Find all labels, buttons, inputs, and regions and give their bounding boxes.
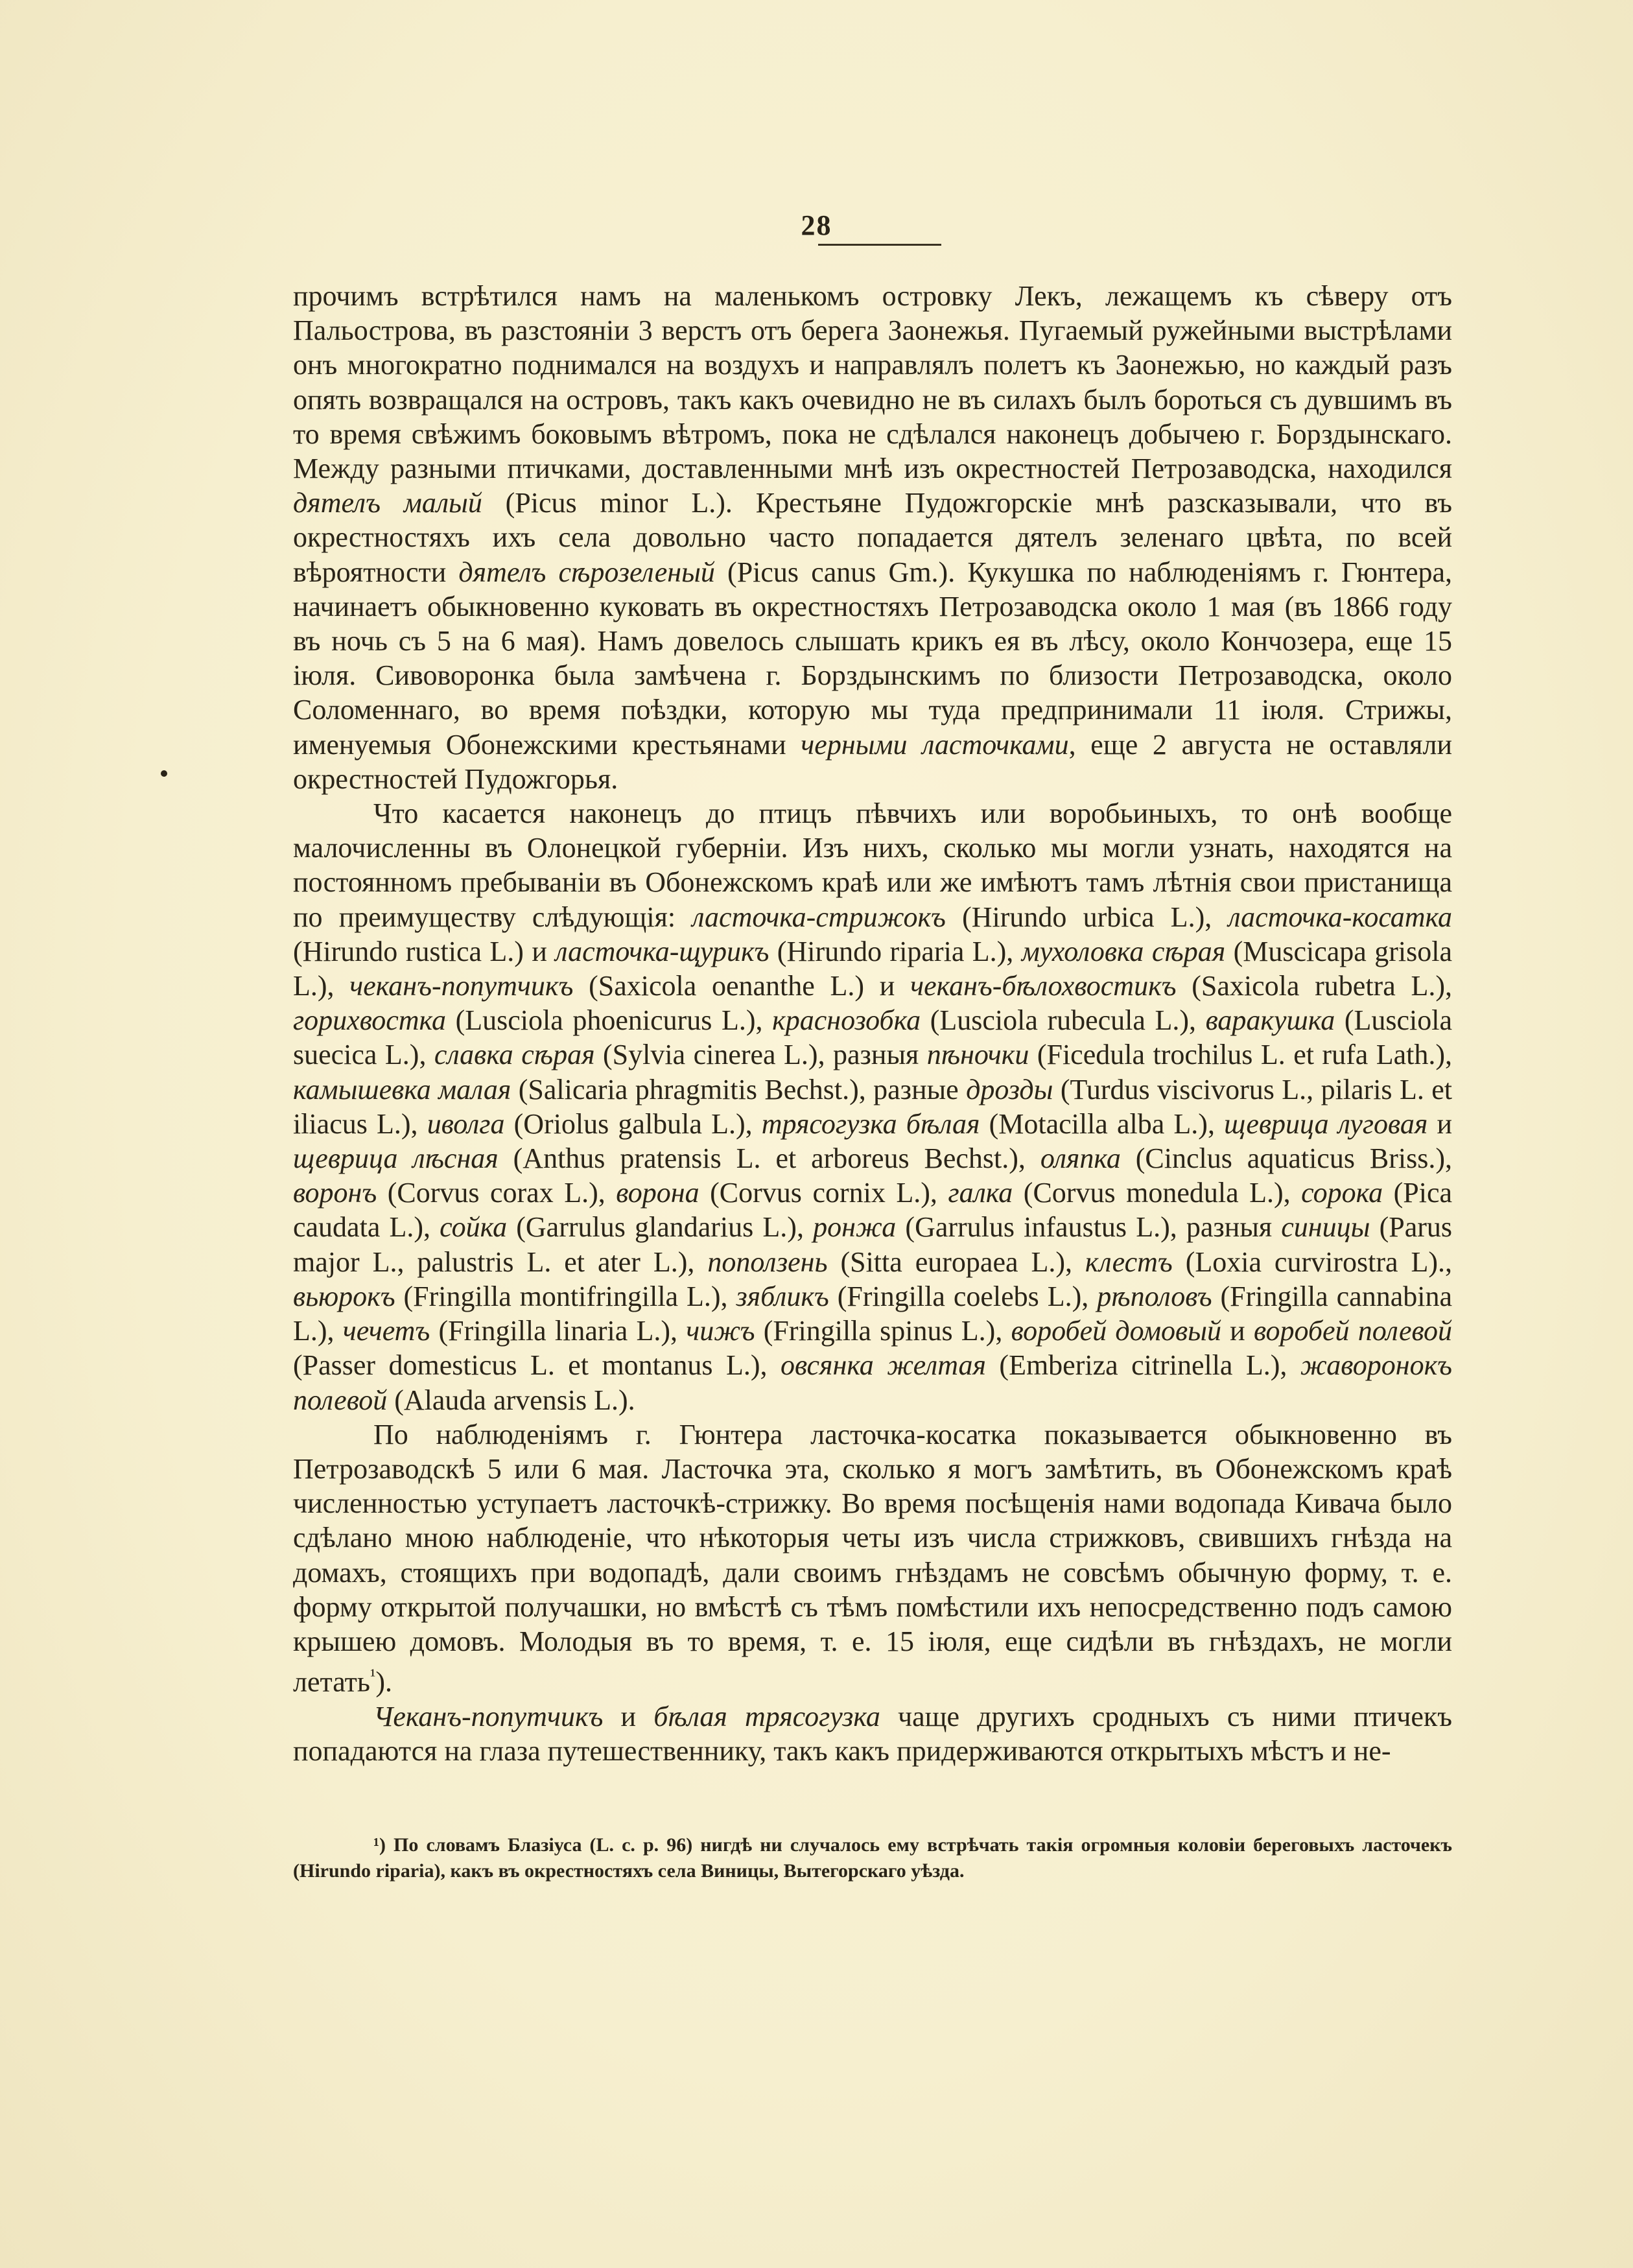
text-run: (Turdus viscivorus L., pilaris L. et iliacus L.), [293, 1073, 1452, 1140]
italic-term: ласточка-косатка [1228, 901, 1452, 933]
footnote [293, 1832, 1452, 1884]
italic-term: сорока [1301, 1177, 1383, 1209]
italic-term: бѣлая трясогузка [653, 1700, 880, 1732]
text-run: (Saxicola rubetra L.), [1176, 970, 1452, 1002]
italic-term: синицы [1281, 1211, 1370, 1244]
page-number: 28 [801, 209, 832, 241]
italic-term: воронъ [293, 1177, 377, 1209]
text-run: (Corvus monedula L.), [1013, 1177, 1302, 1209]
text-run: чаще другихъ сродныхъ съ ними птичекъ попадаются на глаза путешественнику, такъ какъ придерживаются открытыхъ мѣстъ и не- [293, 1700, 1452, 1767]
italic-term: оляпка [1040, 1142, 1121, 1175]
italic-term: дятелъ сѣрозеленый [458, 556, 715, 588]
italic-term: черными ласточками [801, 728, 1069, 761]
italic-term: камышевка малая [293, 1073, 511, 1105]
text-run: По наблюденіямъ г. Гюнтера ласточка-косатка показывается обыкновенно въ Петрозаводскѣ 5 или 6 мая. Ласточка эта, сколько я могъ замѣтить, въ Обонежскомъ краѣ численностью уступаетъ ласточкѣ-стрижку. Во время посѣщенія нами водопада Кивача было сдѣлано мною наблюденіе, что нѣкоторыя четы изъ числа стрижковъ, свившихъ гнѣзда на домахъ, стоящихъ при водопадѣ, дали своимъ гнѣздамъ не совсѣмъ обычную форму, т. е. форму открытой получашки, но вмѣстѣ съ тѣмъ помѣстили ихъ непосредственно подъ самою крышею домовъ. Молодыя въ то время, т. е. 15 іюля, еще сидѣли въ гнѣздахъ, не могли летать [293, 1418, 1452, 1698]
italic-term: иволга [427, 1107, 505, 1140]
italic-term: мухоловка сѣрая [1021, 935, 1226, 967]
italic-term: клестъ [1085, 1246, 1173, 1278]
italic-term: дятелъ малый [293, 487, 482, 519]
paragraph [293, 1417, 1452, 1699]
italic-term: поползень [707, 1246, 828, 1278]
text-run: , еще 2 августа не оставляли окрестностей Пудожгорья. [293, 728, 1452, 795]
text-run: (Oriolus galbula L.), [504, 1107, 762, 1140]
text-run: (Fringilla coelebs L.), [828, 1280, 1098, 1312]
footnote-ref: ¹ [370, 1666, 376, 1686]
italic-term: галка [948, 1177, 1013, 1209]
text-run: (Garrulus infaustus L.), разныя [896, 1211, 1282, 1244]
italic-term: дрозды [966, 1073, 1053, 1105]
text-run: (Lusciola rubecula L.), [921, 1004, 1206, 1037]
text-run: (Parus major L., palustris L. et ater L.), [293, 1211, 1453, 1278]
text-run: (Lusciola suecica L.), [293, 1004, 1452, 1071]
text-run: (Anthus pratensis L. et arboreus Bechst.), [498, 1142, 1040, 1175]
text-run: (Fringilla cannabina L.), [293, 1280, 1452, 1347]
text-run: (Corvus cornix L.), [699, 1177, 948, 1209]
italic-term: пѣночки [926, 1039, 1029, 1071]
italic-term: щеврица луговая [1224, 1107, 1428, 1140]
text-run: (Pica caudata L.), [293, 1177, 1453, 1244]
italic-term: ронжа [813, 1211, 897, 1244]
text-run: и [603, 1700, 654, 1732]
text-run: (Picus minor L.). Крестьяне Пудожгорскіе мнѣ разсказывали, что въ окрестностяхъ ихъ села довольно часто попадается дятелъ зеленаго цвѣта, по всей вѣроятности [293, 487, 1452, 588]
italic-term: жаворонокъ полевой [293, 1349, 1452, 1416]
italic-term: ласточка-стрижокъ [692, 901, 946, 933]
italic-term: воробей полевой [1253, 1315, 1453, 1347]
text-run: (Motacilla alba L.), [980, 1107, 1225, 1140]
italic-term: овсянка желтая [780, 1349, 986, 1382]
text-run: (Alauda arvensis L.). [387, 1384, 635, 1416]
text-run: и [1221, 1315, 1254, 1347]
italic-term: щеврица лѣсная [293, 1142, 499, 1175]
text-run: (Emberiza citrinella L.), [985, 1349, 1300, 1382]
page-number-rule [818, 244, 941, 246]
text-run: (Fringilla montifringilla L.), [395, 1280, 736, 1312]
footnote-text: ¹) По словамъ Блазіуса (L. c. p. 96) нигдѣ ни случалось ему встрѣчать такія огромныя коловіи береговыхъ ласточекъ (Hirundo riparia), какъ въ окрестностяхъ села Виницы, Вытегорскаго уѣзда. [293, 1834, 1452, 1882]
text-run: (Passer domesticus L. et montanus L.), [293, 1349, 781, 1382]
text-run: Что касается наконецъ до птицъ пѣвчихъ или воробьиныхъ, то онѣ вообще малочисленны въ Олонецкой губерніи. Изъ нихъ, сколько мы могли узнать, находятся на постоянномъ пребываніи въ Обонежскомъ краѣ или же имѣютъ тамъ лѣтнія свои пристанища по преимуществу слѣдующія: [293, 797, 1452, 933]
text-run: (Cinclus aquaticus Briss.), [1120, 1142, 1452, 1175]
text-run: (Garrulus glandarius L.), [507, 1211, 814, 1244]
italic-term: чечетъ [342, 1315, 430, 1347]
text-run: (Muscicapa grisola L.), [293, 935, 1453, 1002]
text-run: прочимъ встрѣтился намъ на маленькомъ островку Лекъ, лежащемъ къ сѣверу отъ Пальострова, въ разстояніи 3 верстъ отъ берега Заонежья. Пугаемый ружейными выстрѣлами онъ многократно поднимался на воздухъ и направлялъ полетъ къ Заонежью, но каждый разъ опять возвращался на островъ, такъ какъ очевидно не въ силахъ былъ бороться съ дувшимъ въ то время свѣжимъ боковымъ вѣтромъ, пока не сдѣлался наконецъ добычею г. Борздынскаго. Между разными птичками, доставленными мнѣ изъ окрестностей Петрозаводска, находился [293, 280, 1452, 485]
paragraph [293, 1699, 1452, 1768]
italic-term: варакушка [1205, 1004, 1335, 1037]
text-run: (Hirundo riparia L.), [769, 935, 1022, 967]
text-run: (Fringilla linaria L.), [430, 1315, 687, 1347]
italic-term: краснозобка [772, 1004, 921, 1037]
text-run: (Hirundo urbica L.), [945, 901, 1228, 933]
text-run: (Sitta europaea L.), [827, 1246, 1085, 1278]
italic-term: ворона [616, 1177, 699, 1209]
text-run: (Loxia curvirostra L)., [1172, 1246, 1452, 1278]
text-run: (Saxicola oenanthe L.) и [573, 970, 911, 1002]
italic-term: воробей домовый [1011, 1315, 1221, 1347]
paragraph [293, 279, 1452, 796]
italic-term: ласточка-щурикъ [555, 935, 770, 967]
text-run: (Salicaria phragmitis Bechst.), разные [511, 1073, 967, 1105]
text-run: (Sylvia cinerea L.), разныя [594, 1039, 927, 1071]
italic-term: чижъ [686, 1315, 755, 1347]
text-run: (Corvus corax L.), [377, 1177, 617, 1209]
italic-term: вьюрокъ [293, 1280, 395, 1312]
italic-term: сойка [440, 1211, 508, 1244]
italic-term: Чеканъ-попутчикъ [373, 1700, 604, 1732]
text-run: (Fringilla spinus L.), [755, 1315, 1011, 1347]
italic-term: рѣполовъ [1097, 1280, 1212, 1312]
text-run: (Hirundo rustica L.) и [293, 935, 556, 967]
text-run: и [1427, 1107, 1452, 1140]
text-run: (Lusciola phoenicurus L.), [446, 1004, 773, 1037]
margin-mark [161, 770, 167, 777]
italic-term: чеканъ-бѣлохвостикъ [910, 970, 1177, 1002]
text-run: (Picus canus Gm.). Кукушка по наблюденіямъ г. Гюнтера, начинаетъ обыкновенно куковать въ окрестностяхъ Петрозаводска около 1 мая (въ 1866 году въ ночь съ 5 на 6 мая). Намъ довелось слышать крикъ ея въ лѣсу, около Кончозера, еще 15 іюля. Сивоворонка была замѣчена г. Борздынскимъ по близости Петрозаводска, около Соломеннаго, во время поѣздки, которую мы туда предпринимали 11 іюля. Стрижы, именуемыя Обонежскими крестьянами [293, 556, 1453, 761]
italic-term: трясогузка бѣлая [761, 1107, 980, 1140]
body-text [293, 279, 1452, 1768]
text-run: (Ficedula trochilus L. et rufa Lath.), [1029, 1039, 1453, 1071]
paragraph [293, 796, 1452, 1417]
italic-term: зябликъ [736, 1280, 829, 1312]
italic-term: чеканъ-попутчикъ [349, 970, 574, 1002]
italic-term: горихвостка [293, 1004, 447, 1037]
text-run: ). [375, 1666, 392, 1698]
italic-term: славка сѣрая [434, 1039, 595, 1071]
